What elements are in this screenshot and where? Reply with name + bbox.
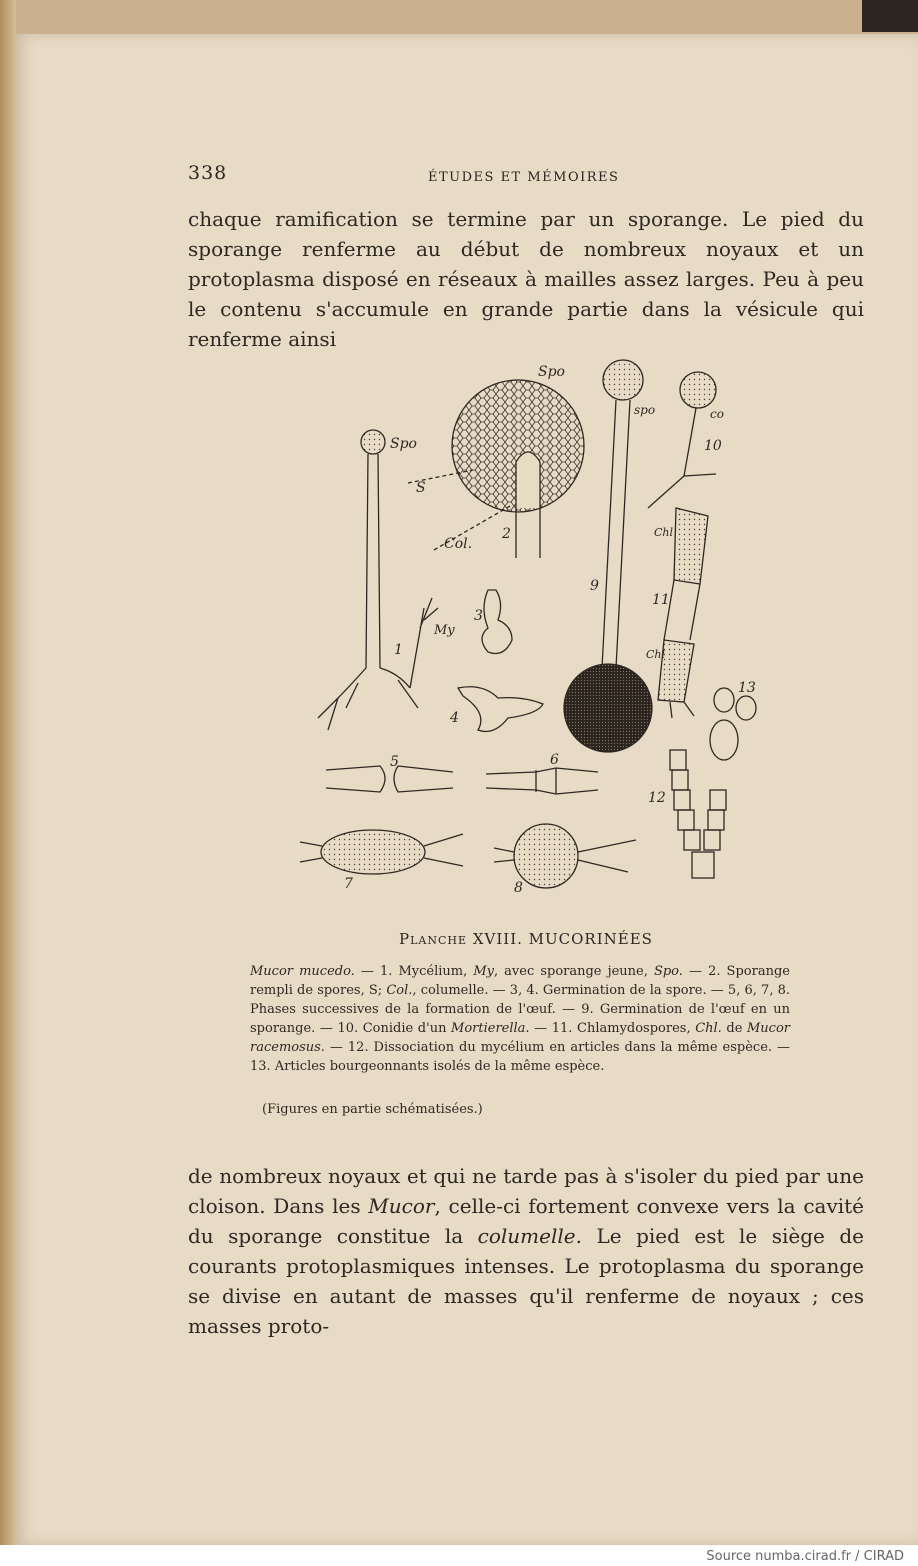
label-n5: 5 xyxy=(390,754,399,770)
fig-1-mycelium xyxy=(318,430,438,730)
caption-italic: Mucor racemosus. xyxy=(250,1021,790,1055)
label-chl-1: Chl xyxy=(654,526,674,539)
fig-2-sporange xyxy=(408,380,584,558)
label-n7: 7 xyxy=(344,876,353,892)
book-cover-edge xyxy=(862,0,918,32)
label-spo-3: spo xyxy=(634,403,656,417)
caption-italic: Spo. xyxy=(653,964,683,979)
label-n3: 3 xyxy=(474,608,483,624)
mucor-illustration xyxy=(298,358,778,906)
body-italic: columelle. xyxy=(477,1224,582,1248)
label-n13: 13 xyxy=(738,680,756,696)
running-title: ÉTUDES ET MÉMOIRES xyxy=(428,170,620,185)
label-n11: 11 xyxy=(652,592,670,608)
label-co: co xyxy=(710,407,724,421)
fig-11-chlamydospores xyxy=(658,508,708,718)
label-chl-2: Chl xyxy=(646,648,666,661)
plate-figure xyxy=(298,358,778,906)
plate-caption xyxy=(250,962,790,1076)
source-credit: Source numba.cirad.fr / CIRAD xyxy=(706,1549,904,1564)
label-n6: 6 xyxy=(550,752,559,768)
page-header xyxy=(188,162,864,190)
fig-7-phase xyxy=(300,830,463,874)
body-text-part: de nombreux noyaux et qui ne tarde pas à s'isoler du pied par une cloison. Dans les xyxy=(188,1164,864,1218)
caption-part: de xyxy=(721,1021,747,1036)
fig-4-germination xyxy=(458,687,543,732)
caption-species: Mucor mucedo. xyxy=(250,964,355,979)
fig-3-spore xyxy=(482,590,512,654)
caption-part: — 1. Mycélium, xyxy=(354,964,474,979)
label-n9: 9 xyxy=(590,578,599,594)
caption-italic: Col. xyxy=(386,983,413,998)
label-spo-2: Spo xyxy=(538,364,565,380)
fig-8-zygospore xyxy=(494,824,636,888)
body-paragraph-top: chaque ramification se termine par un sporange. Le pied du sporange renferme au début de nombreux noyaux et un protoplasma disposé en réseaux à mailles assez larges. Peu à peu le contenu s'accumule en grande partie dans la vésicule qui renferme ainsi xyxy=(188,207,864,351)
label-col: Col. xyxy=(444,536,473,552)
caption-italic: Chl. xyxy=(695,1021,722,1036)
label-spo-1: Spo xyxy=(390,436,417,452)
body-text-part: Le pied est le siège de courants protoplasmiques intenses. Le protoplasma du sporange se divise en autant de masses qu'il renferme de noyaux ; ces masses proto- xyxy=(188,1224,864,1338)
plate-title-rest: XVIII. MUCORINÉES xyxy=(472,930,653,948)
body-italic: Mucor xyxy=(368,1194,435,1218)
label-s: S xyxy=(416,480,426,496)
caption-part: — 11. Chlamydospores, xyxy=(529,1021,696,1036)
label-n2: 2 xyxy=(502,526,511,542)
caption-part: , avec sporange jeune, xyxy=(493,964,654,979)
fig-12-dissociation xyxy=(670,750,726,878)
label-n12: 12 xyxy=(648,790,666,806)
book-spine xyxy=(0,0,16,1545)
label-n8: 8 xyxy=(514,880,523,896)
caption-note: (Figures en partie schématisées.) xyxy=(262,1102,483,1117)
page-number: 338 xyxy=(188,162,228,184)
caption-part: — 12. Dissociation du mycélium en articles dans la même espèce. — 13. Articles bourgeonnants isolés de la même espèce. xyxy=(250,1040,790,1074)
caption-italic: My xyxy=(473,964,494,979)
label-n1: 1 xyxy=(394,642,403,658)
label-n4: 4 xyxy=(450,710,459,726)
caption-part: — 2. Sporange rempli de spores, S; xyxy=(250,964,790,998)
plate-title xyxy=(188,930,864,948)
caption-part: , columelle. — 3, 4. Germination de la spore. — 5, 6, 7, 8. Phases successives de la formation de l'œuf. — 9. Germination de l'œuf en un sporange. — 10. Conidie d'un xyxy=(250,983,791,1036)
caption-italic: Mortierella. xyxy=(451,1021,530,1036)
body-text-part: , celle-ci fortement convexe vers la cavité du sporange constitue la xyxy=(188,1194,865,1248)
label-my: My xyxy=(434,623,455,638)
fig-13-budding-articles xyxy=(710,688,756,760)
body-paragraph-bottom xyxy=(188,1161,864,1341)
label-n10: 10 xyxy=(704,438,722,454)
fig-6-phase xyxy=(486,768,598,794)
plate-title-prefix: Planche xyxy=(399,930,468,948)
